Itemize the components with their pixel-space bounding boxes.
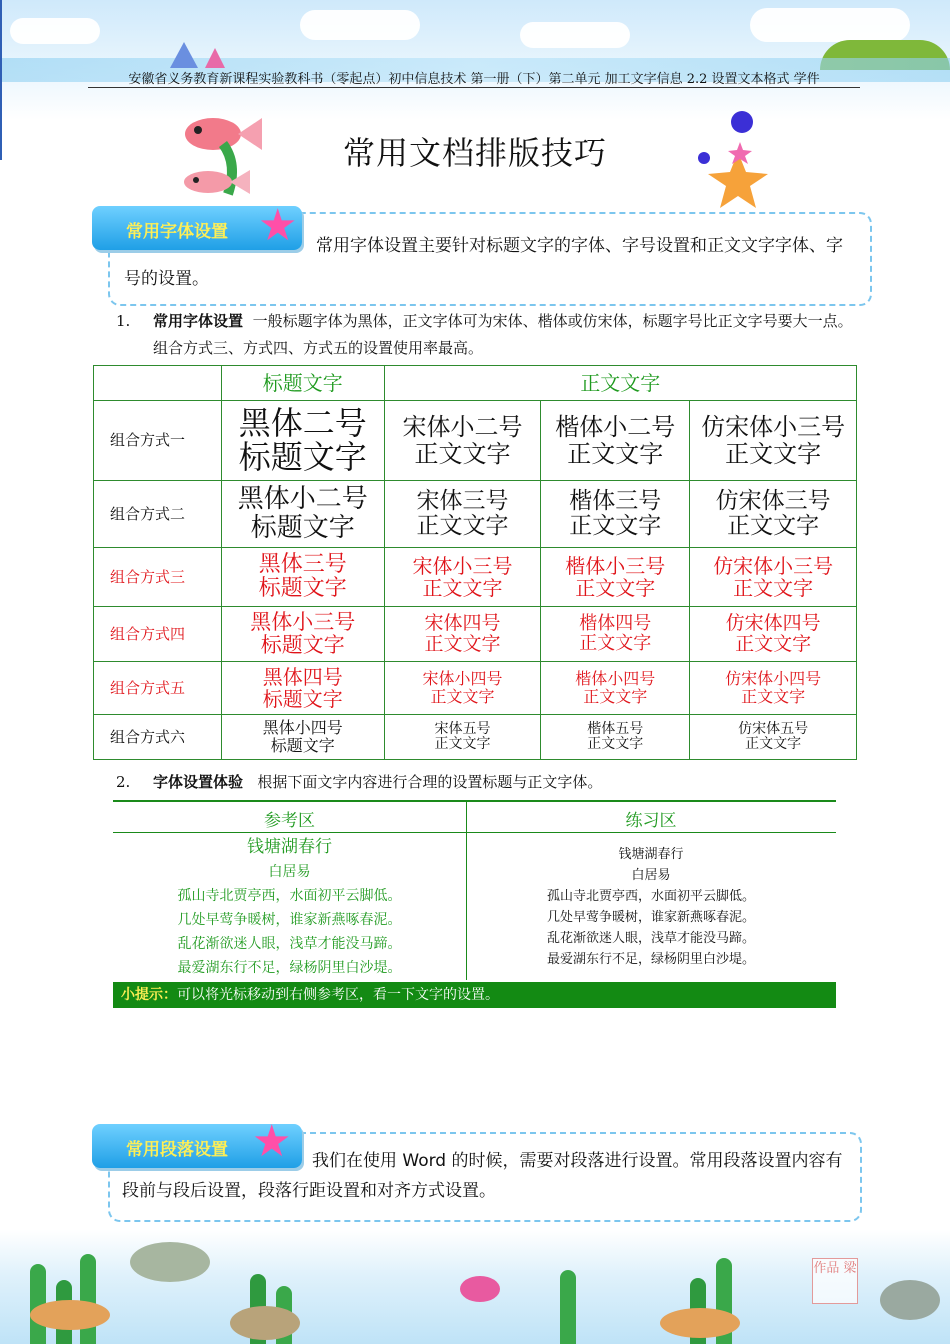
ref-poem-line: 最爱湖东行不足，绿杨阴里白沙堤。 [177,960,402,976]
song-cell: 宋体小二号 正文文字 [384,401,541,481]
practice-poem-author: 白居易 [631,868,671,883]
ref-poem-line: 孤山寺北贾亭西，水面初平云脚低。 [177,888,402,904]
ref-poem-author: 白居易 [268,864,311,880]
song-cell: 宋体小四号 正文文字 [384,662,541,715]
section-tab-label: 常用字体设置 [126,222,228,242]
tip-bar [113,982,836,1008]
kai-cell: 楷体小四号 正文文字 [541,662,690,715]
section-intro: 我们在使用 Word 的时候，需要对段落进行设置。常用段落设置内容有段前与段后设置，段落行距设置和对齐方式设置。 [122,1151,843,1201]
table-row [94,662,857,715]
practice-poem-line: 孤山寺北贾亭西，水面初平云脚低。 [546,889,755,904]
table-row [94,548,857,607]
item-text: 一般标题字体为黑体，正文字体可为宋体、楷体或仿宋体，标题字号比正文字号要大一点。组合方式三、方式四、方式五的设置使用率最高。 [153,312,853,357]
item-label: 字体设置体验 [153,773,244,791]
table-row [94,715,857,760]
section-intro: 常用字体设置主要针对标题文字的字体、字号设置和正文文字字体、字号的设置。 [124,236,843,289]
fang-cell: 仿宋体小三号 正文文字 [690,548,857,607]
ref-poem-line: 几处早莺争暖树，谁家新燕啄春泥。 [177,912,402,928]
font-combination-table [93,365,857,760]
item-number: 2. [116,773,131,791]
kai-cell: 楷体小二号 正文文字 [541,401,690,481]
row-label: 组合方式二 [94,481,222,548]
practice-poem-line: 几处早莺争暖树，谁家新燕啄春泥。 [546,910,755,925]
table-row [94,607,857,662]
row-label: 组合方式四 [94,607,222,662]
practice-area[interactable] [466,844,836,970]
fang-cell: 仿宋体小三号 正文文字 [690,401,857,481]
kai-cell: 楷体小三号 正文文字 [541,548,690,607]
row-label: 组合方式一 [94,401,222,481]
song-cell: 宋体五号 正文文字 [384,715,541,760]
page-title: 常用文档排版技巧 [342,134,607,172]
ref-header: 参考区 [264,811,315,831]
practice-header: 练习区 [625,811,677,831]
item-text: 根据下面文字内容进行合理的设置标题与正文字体。 [257,773,603,791]
song-cell: 宋体四号 正文文字 [384,607,541,662]
row-label: 组合方式六 [94,715,222,760]
row-label: 组合方式五 [94,662,222,715]
row-label: 组合方式三 [94,548,222,607]
stamp: 作品 梁 [812,1258,858,1304]
practice-poem-title: 钱塘湖春行 [618,847,684,862]
item-label: 常用字体设置 [153,312,244,330]
practice-poem-line: 乱花渐欲迷人眼，浅草才能没马蹄。 [546,931,755,946]
fang-cell: 仿宋体五号 正文文字 [690,715,857,760]
sky-banner [0,0,950,120]
kai-cell: 楷体四号 正文文字 [541,607,690,662]
ref-poem-line: 乱花渐欲迷人眼，浅草才能没马蹄。 [177,936,402,952]
title-cell: 黑体小二号 标题文字 [221,481,384,548]
column-header-body: 正文文字 [384,366,856,401]
ref-poem-title: 钱塘湖春行 [247,837,332,857]
reference-area [113,834,466,980]
tip-text: 可以将光标移动到右侧参考区，看一下文字的设置。 [177,987,499,1003]
pink-star-icon: ★ [258,200,298,251]
table-row [94,401,857,481]
title-cell: 黑体四号 标题文字 [221,662,384,715]
item-number: 1. [116,312,131,330]
page-header: 安徽省义务教育新课程实验教科书（零起点）初中信息技术 第一册（下）第二单元 加工文字信息 2.2 设置文本格式 学件 [128,72,820,87]
item-1 [116,308,861,362]
header-rule [88,87,860,88]
title-cell: 黑体小四号 标题文字 [221,715,384,760]
section-tab-label: 常用段落设置 [126,1140,228,1160]
song-cell: 宋体三号 正文文字 [384,481,541,548]
kai-cell: 楷体五号 正文文字 [541,715,690,760]
table-row [94,481,857,548]
practice-poem-line: 最爱湖东行不足，绿杨阴里白沙堤。 [546,952,755,967]
song-cell: 宋体小三号 正文文字 [384,548,541,607]
item-2 [116,769,861,796]
title-cell: 黑体三号 标题文字 [221,548,384,607]
kai-cell: 楷体三号 正文文字 [541,481,690,548]
fang-cell: 仿宋体小四号 正文文字 [690,662,857,715]
sea-decoration [0,1230,950,1344]
title-cell: 黑体二号 标题文字 [221,401,384,481]
tip-label: 小提示： [121,987,177,1003]
pink-star-icon: ★ [252,1116,292,1167]
fang-cell: 仿宋体四号 正文文字 [690,607,857,662]
column-header-title: 标题文字 [221,366,384,401]
title-cell: 黑体小三号 标题文字 [221,607,384,662]
table-corner [94,366,222,401]
fang-cell: 仿宋体三号 正文文字 [690,481,857,548]
